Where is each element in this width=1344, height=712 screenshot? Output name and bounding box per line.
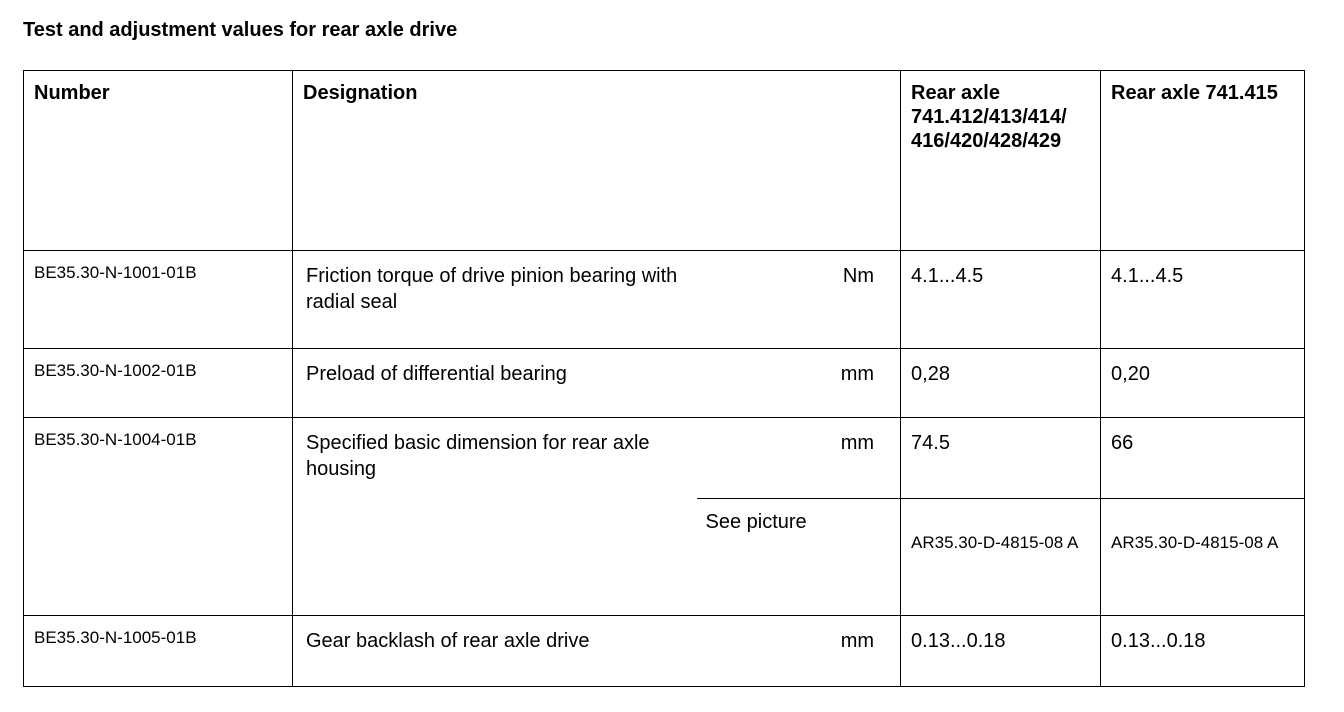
row-number: BE35.30-N-1001-01B: [24, 251, 293, 349]
row-number: BE35.30-N-1002-01B: [24, 349, 293, 418]
row-number: BE35.30-N-1005-01B: [24, 616, 293, 687]
header-axle-a: Rear axle 741.412/413/414/ 416/420/428/429: [901, 71, 1101, 251]
row-number: BE35.30-N-1004-01B: [24, 418, 293, 616]
header-axle-b: Rear axle 741.415: [1101, 71, 1305, 251]
spec-table: [23, 70, 1305, 687]
row-unit: Nm: [697, 251, 901, 349]
row-unit: mm: [697, 349, 901, 418]
picture-ref-axle-b: AR35.30-D-4815-08 A: [1101, 499, 1305, 616]
header-number: Number: [24, 71, 293, 251]
row-designation: Gear backlash of rear axle drive: [293, 616, 697, 687]
row-value-axle-a: 74.5: [901, 418, 1101, 499]
row-value-axle-b: 4.1...4.5: [1101, 251, 1305, 349]
row-value-axle-a: 0,28: [901, 349, 1101, 418]
page-title: Test and adjustment values for rear axle drive: [23, 19, 458, 41]
header-row: [24, 71, 1305, 251]
row-unit: mm: [697, 418, 901, 499]
table-row: [24, 251, 1305, 349]
header-designation: Designation: [293, 71, 901, 251]
row-value-axle-b: 0.13...0.18: [1101, 616, 1305, 687]
picture-ref-axle-a: AR35.30-D-4815-08 A: [901, 499, 1101, 616]
table-row: [24, 349, 1305, 418]
row-designation: Friction torque of drive pinion bearing with radial seal: [293, 251, 697, 349]
row-unit: mm: [697, 616, 901, 687]
see-picture-label: See picture: [697, 499, 901, 616]
row-value-axle-b: 66: [1101, 418, 1305, 499]
row-value-axle-a: 0.13...0.18: [901, 616, 1101, 687]
row-value-axle-a: 4.1...4.5: [901, 251, 1101, 349]
row-value-axle-b: 0,20: [1101, 349, 1305, 418]
row-designation-continued: [293, 499, 697, 616]
row-designation: Specified basic dimension for rear axle housing: [293, 418, 697, 499]
table-row: [24, 418, 1305, 499]
row-designation: Preload of differential bearing: [293, 349, 697, 418]
table-row: [24, 616, 1305, 687]
